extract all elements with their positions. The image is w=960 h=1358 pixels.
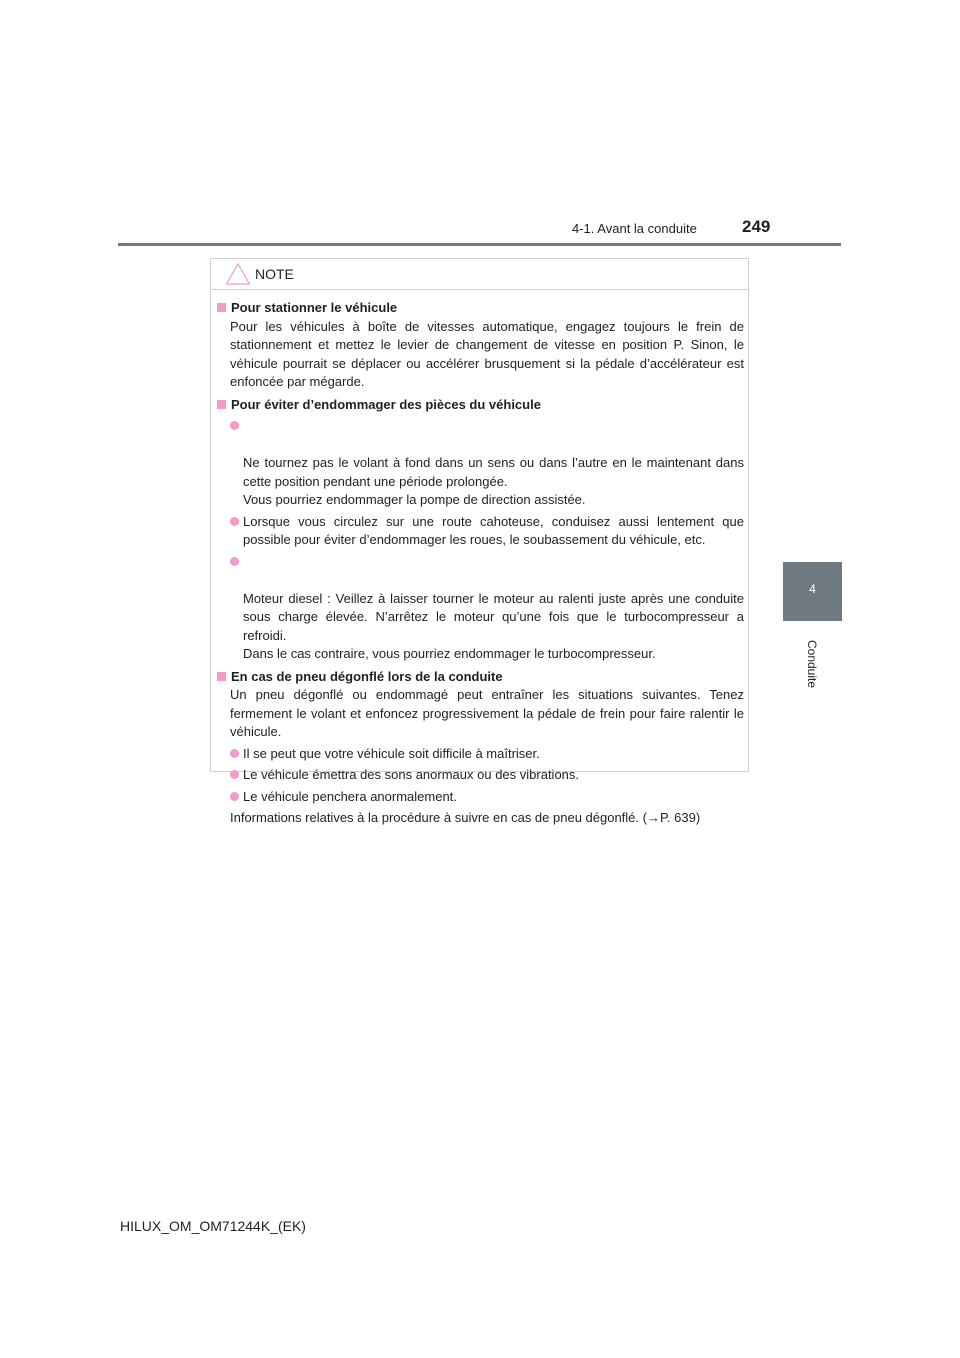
document-code: HILUX_OM_OM71244K_(EK)	[120, 1218, 306, 1234]
chapter-tab	[783, 562, 842, 621]
warning-triangle-icon	[225, 262, 251, 291]
bullet-item: Lorsque vous circulez sur une route cahoteuse, conduisez aussi lentement que possible pour éviter d’endommager les roues, le soubassement du véhicule, etc.	[217, 513, 744, 550]
round-bullet-icon	[230, 749, 239, 758]
note-header	[211, 259, 748, 290]
bullet-item: Il se peut que votre véhicule soit difficile à maîtriser.	[217, 745, 744, 764]
round-bullet-icon	[230, 792, 239, 801]
round-bullet-icon	[230, 421, 239, 430]
section-text: Pour les véhicules à boîte de vitesses automatique, engagez toujours le frein de stationnement et mettez le levier de changement de vitesse en position P. Sinon, le véhicule pourrait se déplacer ou accélérer brusquement si la pédale d’accélérateur est enfoncée par mégarde.	[230, 318, 744, 389]
note-body	[217, 299, 744, 828]
round-bullet-icon	[230, 517, 239, 526]
bullet-item: Le véhicule penchera anormalement.	[217, 788, 744, 807]
section-heading: Pour éviter d’endommager des pièces du véhicule	[217, 396, 744, 415]
section-text: Un pneu dégonflé ou endommagé peut entraîner les situations suivantes. Tenez fermement le volant et enfoncez progressivement la pédale de frein pour faire ralentir le véhicule.	[230, 687, 744, 739]
section-heading: En cas de pneu dégonflé lors de la conduite	[217, 668, 744, 687]
round-bullet-icon	[230, 770, 239, 779]
page-number: 249	[742, 217, 771, 236]
bullet-item: Ne tournez pas le volant à fond dans un sens ou dans l’autre en le maintenant dans cette position pendant une période prolongée. Vous pourriez endommager la pompe de direction assistée.	[217, 417, 744, 510]
section-heading: Pour stationner le véhicule	[217, 299, 744, 318]
note-title: NOTE	[255, 266, 294, 282]
round-bullet-icon	[230, 557, 239, 566]
note-box	[210, 258, 749, 825]
square-bullet-icon	[217, 672, 226, 681]
header-rule	[118, 243, 841, 246]
chapter-number: 4	[809, 582, 816, 596]
square-bullet-icon	[217, 303, 226, 312]
closing-reference: Informations relatives à la procédure à suivre en cas de pneu dégonflé. (→P. 639)	[230, 810, 701, 825]
square-bullet-icon	[217, 400, 226, 409]
bullet-item: Moteur diesel : Veillez à laisser tourner le moteur au ralenti juste après une conduite sous charge élevée. N’arrêtez le moteur qu’une fois que le turbocompresseur a refroidi. Dans le cas contraire, vous pourriez endommager le turbocompresseur.	[217, 553, 744, 664]
chapter-label: Conduite	[805, 639, 819, 689]
bullet-item: Le véhicule émettra des sons anormaux ou des vibrations.	[217, 766, 744, 785]
section-title: 4-1. Avant la conduite	[572, 221, 697, 236]
